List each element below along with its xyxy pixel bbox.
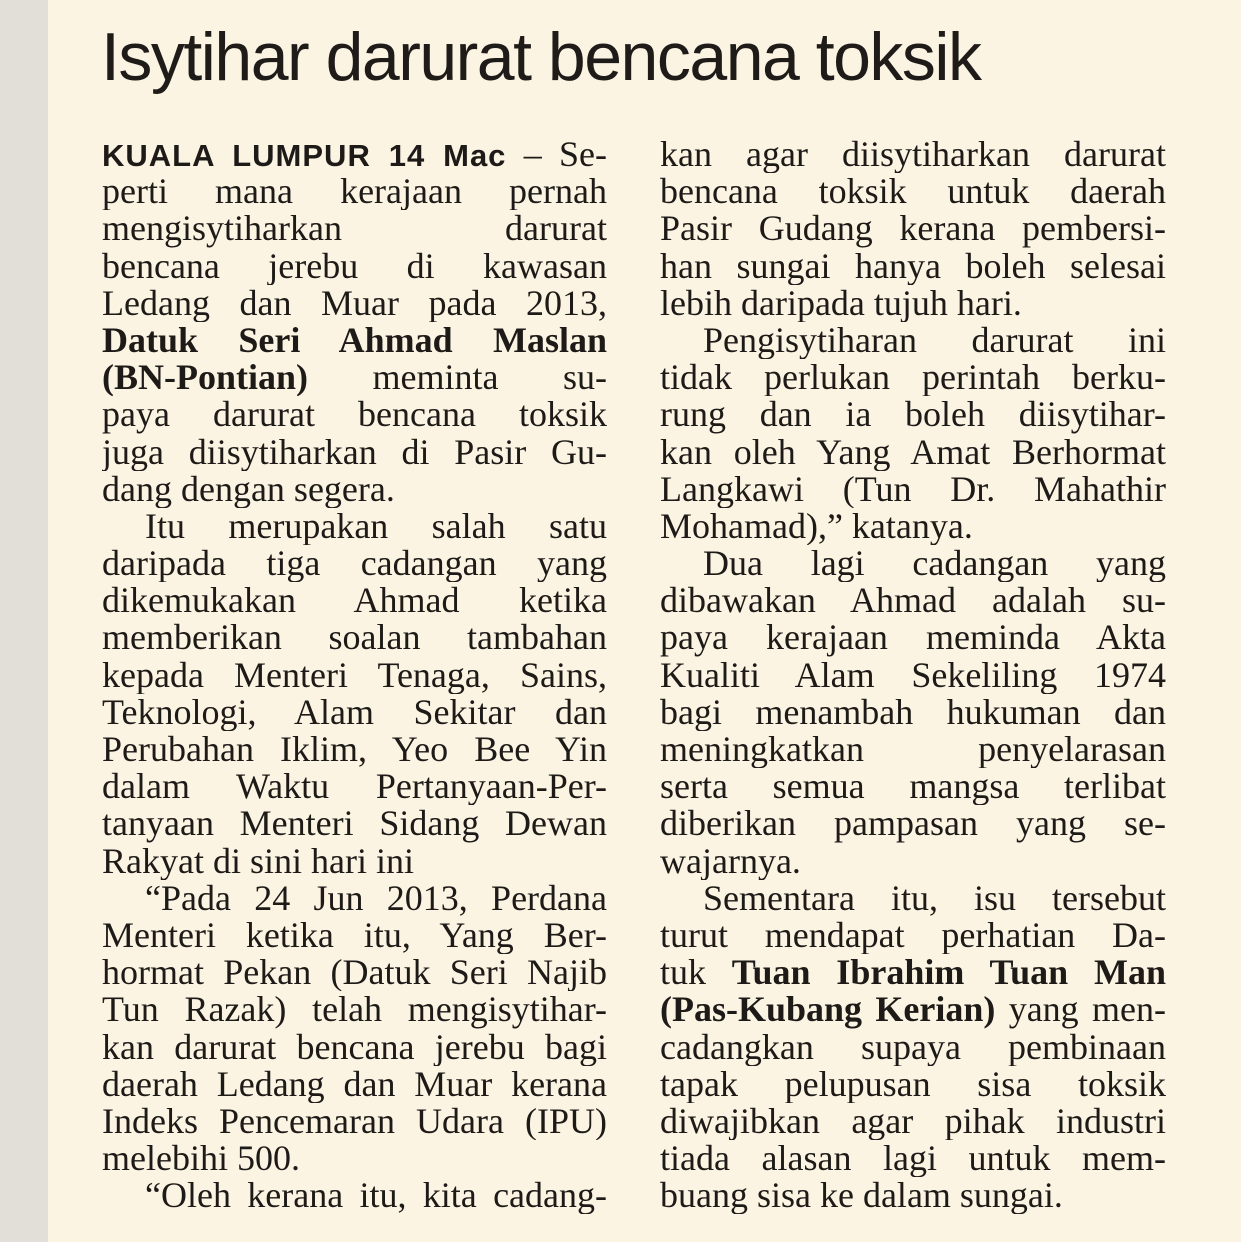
text-run: juga diisytiharkan di Pasir Gu- [102, 433, 607, 471]
text-line [102, 136, 607, 173]
paragraph [660, 136, 1166, 322]
text-line [660, 768, 1166, 805]
text-line [660, 173, 1166, 210]
text-run: dang dengan segera. [102, 470, 395, 508]
text-run: Menteri ketika itu, Yang Ber- [102, 916, 607, 955]
text-run: Langkawi (Tun Dr. Mahathir [660, 470, 1166, 508]
text-line [660, 434, 1166, 471]
text-line [660, 471, 1166, 508]
text-line [102, 1066, 607, 1103]
text-run: Indeks Pencemaran Udara (IPU) [102, 1102, 607, 1141]
bold-name: (BN-Pontian) [102, 359, 308, 397]
text-run: perti mana kerajaan pernah [102, 173, 607, 211]
text-line [660, 731, 1166, 768]
text-run: bencana toksik untuk daerah [660, 173, 1166, 211]
text-line [660, 1103, 1166, 1140]
text-line [102, 545, 607, 582]
text-run: tidak perlukan perintah berku- [660, 359, 1166, 397]
text-line [660, 805, 1166, 842]
bold-name: Tuan Ibrahim Tuan Man [731, 954, 1166, 992]
text-line [660, 694, 1166, 731]
text-run: Ledang dan Muar pada 2013, [102, 284, 607, 322]
text-line [102, 285, 607, 322]
text-line [102, 248, 607, 285]
text-run: meningkatkan penyelarasan [660, 731, 1166, 769]
text-run: turut mendapat perhatian Da- [660, 916, 1166, 955]
text-run: kan darurat bencana jerebu bagi [102, 1028, 607, 1066]
text-line [660, 545, 1166, 582]
text-run: tiada alasan lagi untuk mem- [660, 1140, 1166, 1178]
text-line [102, 210, 607, 247]
text-line [660, 322, 1166, 359]
text-line [102, 657, 607, 694]
paragraph [660, 322, 1166, 545]
text-line [102, 1029, 607, 1066]
text-run: tuk [660, 954, 732, 992]
text-run: meminta su- [308, 359, 607, 397]
text-line [102, 1103, 607, 1140]
text-run: Pengisytiharan darurat ini [703, 321, 1166, 360]
text-run: Perubahan Iklim, Yeo Bee Yin [102, 731, 607, 769]
text-line [102, 322, 607, 359]
page-margin-strip [0, 0, 48, 1242]
text-line [660, 248, 1166, 285]
text-run: wajarnya. [660, 842, 801, 880]
text-line [660, 285, 1166, 322]
text-line [102, 582, 607, 619]
text-line [102, 396, 607, 433]
text-line [660, 582, 1166, 619]
text-run: melebihi 500. [102, 1140, 300, 1178]
text-run: tanyaan Menteri Sidang Dewan [102, 805, 607, 843]
text-line [660, 396, 1166, 433]
text-run: Sementara itu, isu tersebut [703, 879, 1166, 917]
text-run: hormat Pekan (Datuk Seri Najib [102, 954, 607, 992]
text-run: lebih daripada tujuh hari. [660, 284, 1022, 322]
text-run: tapak pelupusan sisa toksik [660, 1065, 1166, 1103]
text-line [660, 210, 1166, 247]
article-column-right [660, 136, 1166, 1214]
text-line [102, 619, 607, 656]
text-line [660, 619, 1166, 656]
text-run: Kualiti Alam Sekeliling 1974 [660, 656, 1166, 694]
text-line [102, 805, 607, 842]
text-run: bagi menambah hukuman dan [660, 693, 1166, 731]
paragraph [660, 545, 1166, 880]
text-line [102, 954, 607, 991]
text-line [660, 880, 1166, 917]
text-run: Pasir Gudang kerana pembersi- [660, 210, 1166, 248]
text-run: Tun Razak) telah mengisytihar- [102, 991, 607, 1029]
paragraph [102, 136, 607, 508]
text-line [102, 434, 607, 471]
text-run: dibawakan Ahmad adalah su- [660, 582, 1166, 620]
text-run: – Se- [506, 136, 607, 174]
text-line [102, 359, 607, 396]
text-run: diberikan pampasan yang se- [660, 805, 1166, 843]
paragraph [102, 1177, 607, 1214]
text-run: dalam Waktu Pertanyaan-Per- [102, 768, 607, 806]
text-run: diwajibkan agar pihak industri [660, 1102, 1166, 1141]
text-run: “Pada 24 Jun 2013, Perdana [145, 879, 607, 917]
text-line [660, 136, 1166, 173]
text-run: Itu merupakan salah satu [145, 507, 607, 546]
text-line [102, 917, 607, 954]
paragraph [102, 508, 607, 880]
text-line [102, 1140, 607, 1177]
text-run: kepada Menteri Tenaga, Sains, [102, 656, 607, 694]
text-run: daerah Ledang dan Muar kerana [102, 1065, 607, 1103]
text-line [102, 173, 607, 210]
text-run: cadangkan supaya pembinaan [660, 1028, 1166, 1066]
text-run: dikemukakan Ahmad ketika [102, 582, 607, 620]
text-run: memberikan soalan tambahan [102, 619, 607, 657]
text-line [102, 731, 607, 768]
text-line [660, 843, 1166, 880]
text-run: Rakyat di sini hari ini [102, 842, 414, 880]
paragraph [660, 880, 1166, 1215]
text-run: Mohamad),” katanya. [660, 507, 973, 546]
text-run: yang men- [995, 991, 1166, 1029]
text-run: buang sisa ke dalam sungai. [660, 1177, 1063, 1215]
text-run: kan agar diisytiharkan darurat [660, 136, 1166, 174]
text-line [102, 471, 607, 508]
text-run: serta semua mangsa terlibat [660, 768, 1166, 806]
text-line [660, 954, 1166, 991]
text-line [660, 1177, 1166, 1214]
text-run: kan oleh Yang Amat Berhormat [660, 433, 1166, 471]
text-run: paya darurat bencana toksik [102, 396, 607, 434]
text-run: Teknologi, Alam Sekitar dan [102, 693, 607, 731]
text-run: bencana jerebu di kawasan [102, 247, 607, 285]
text-line [102, 768, 607, 805]
text-line [102, 1177, 607, 1214]
text-line [660, 917, 1166, 954]
text-line [660, 359, 1166, 396]
text-line [102, 843, 607, 880]
text-line [102, 694, 607, 731]
text-run: “Oleh kerana itu, kita cadang- [145, 1177, 607, 1215]
dateline: KUALA LUMPUR 14 Mac [102, 138, 507, 173]
text-run: daripada tiga cadangan yang [102, 545, 607, 583]
text-line [102, 991, 607, 1028]
text-line [660, 1029, 1166, 1066]
text-line [660, 1140, 1166, 1177]
text-line [660, 508, 1166, 545]
text-line [102, 880, 607, 917]
headline: Isytihar darurat bencana toksik [101, 19, 981, 95]
article-column-left [102, 136, 607, 1214]
text-line [660, 657, 1166, 694]
bold-name: (Pas-Kubang Kerian) [660, 991, 996, 1029]
text-line [660, 1066, 1166, 1103]
text-run: Dua lagi cadangan yang [703, 545, 1166, 583]
text-line [660, 991, 1166, 1028]
bold-name: Datuk Seri Ahmad Maslan [102, 321, 607, 360]
text-run: paya kerajaan meminda Akta [660, 619, 1166, 657]
text-line [102, 508, 607, 545]
text-run: mengisytiharkan darurat [102, 210, 607, 248]
text-run: han sungai hanya boleh selesai [660, 247, 1166, 285]
text-run: rung dan ia boleh diisytihar- [660, 396, 1166, 434]
paragraph [102, 880, 607, 1178]
